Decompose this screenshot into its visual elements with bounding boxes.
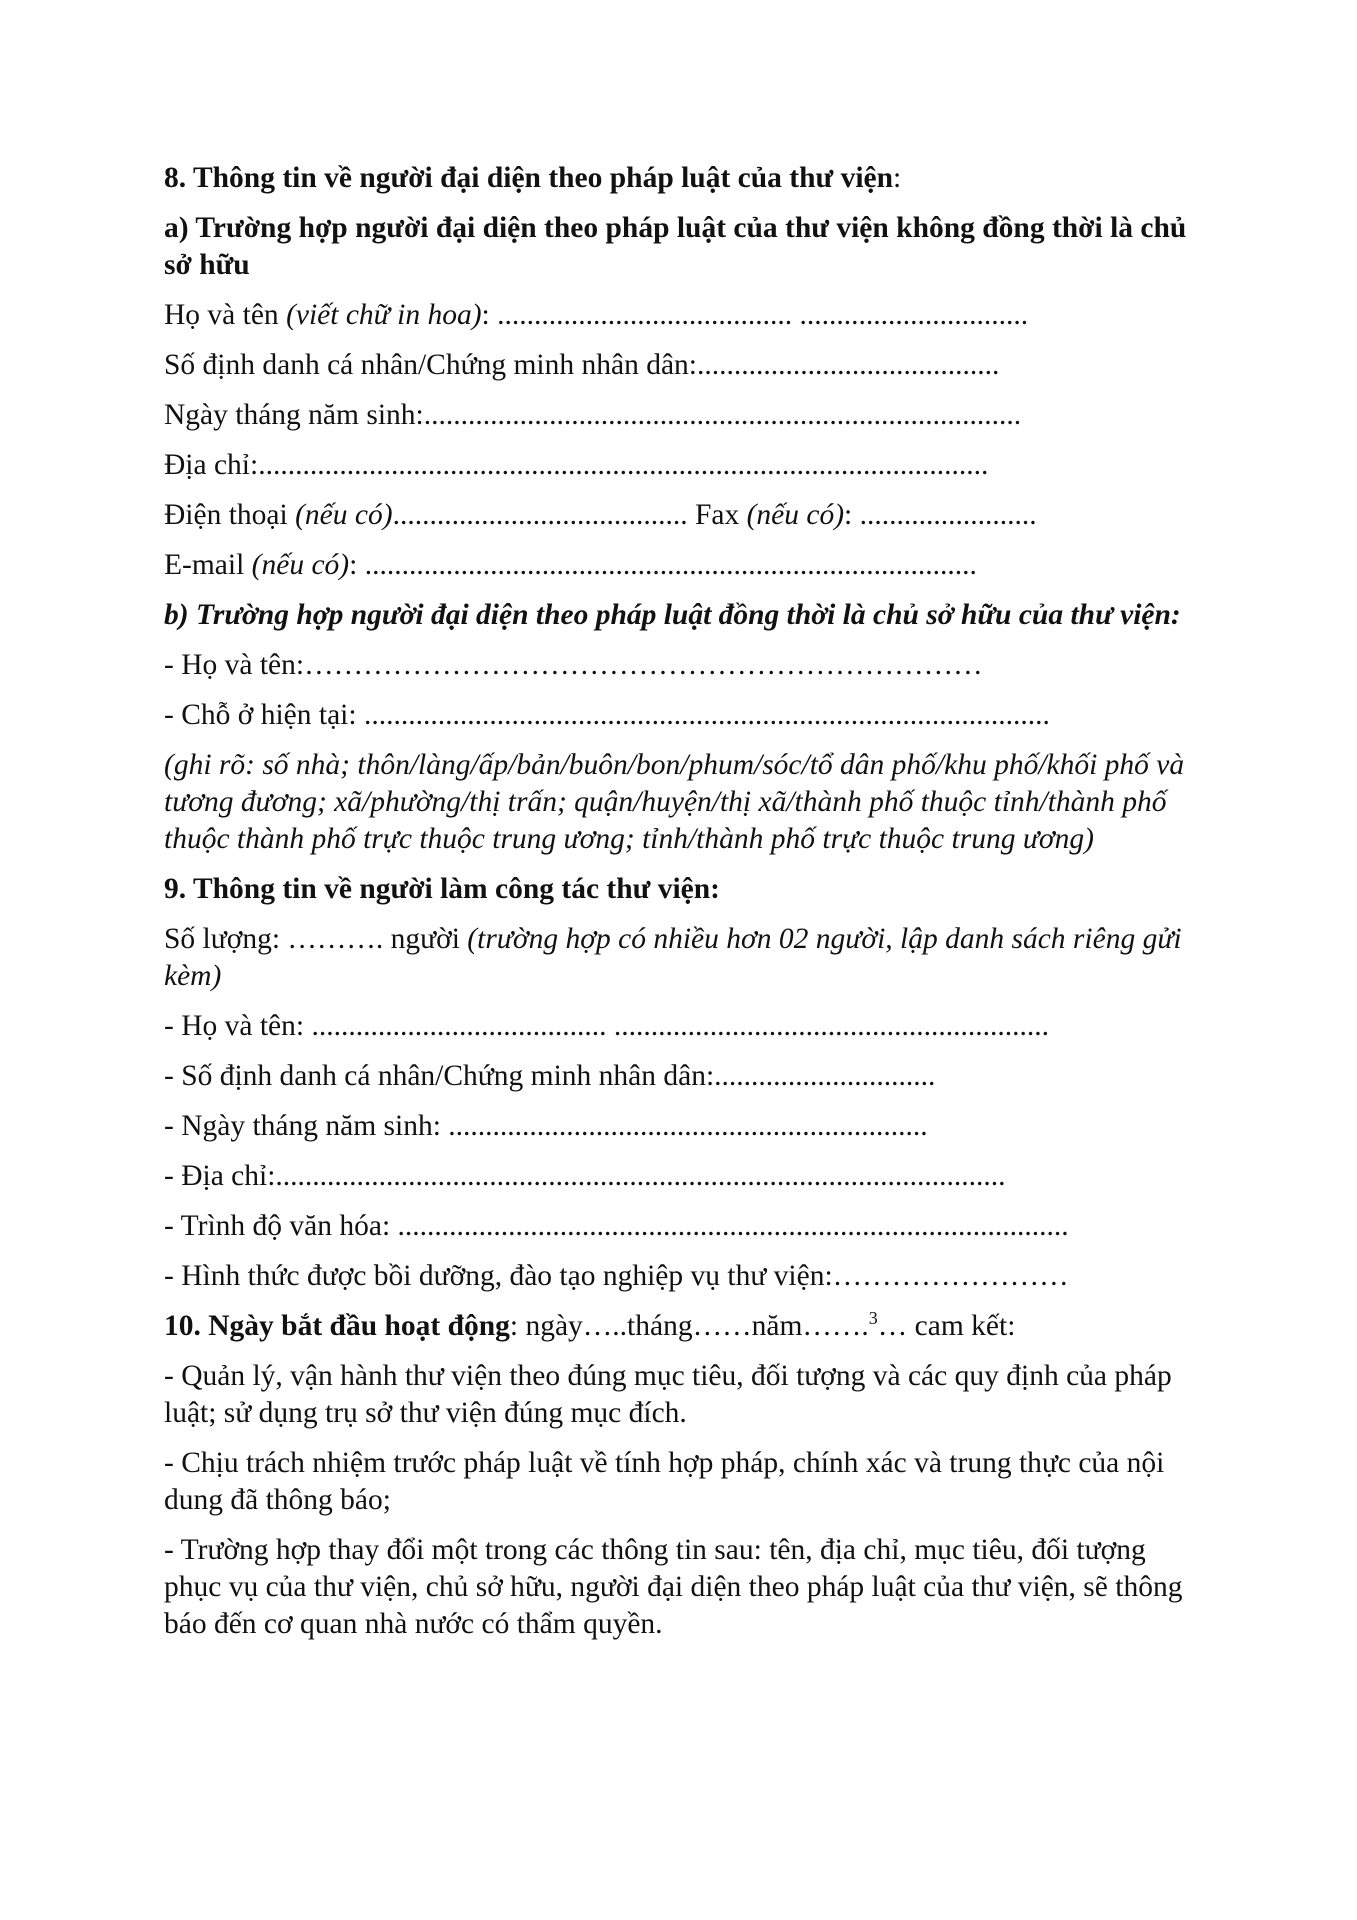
field-label: E-mail <box>164 549 252 581</box>
field-9-dob: - Ngày tháng năm sinh: ................................................................. <box>164 1110 928 1142</box>
field-8a-email <box>164 547 1204 584</box>
section-8-title: 8. Thông tin về người đại diện theo pháp luật của thư viện <box>164 162 894 194</box>
field-label: Số lượng: ………. người <box>164 923 468 955</box>
section-8a-heading: a) Trường hợp người đại diện theo pháp luật của thư viện không đồng thời là chủ sở hữu <box>164 212 1187 281</box>
section-9-heading: 9. Thông tin về người làm công tác thư viện: <box>164 873 721 905</box>
commitment-item-2: - Chịu trách nhiệm trước pháp luật về tính hợp pháp, chính xác và trung thực của nội dung đã thông báo; <box>164 1447 1165 1516</box>
field-8a-address: Địa chỉ:................................................................................................... <box>164 449 989 481</box>
field-9-education: - Trình độ văn hóa: ........................................................................................... <box>164 1210 1069 1242</box>
field-9-training: - Hình thức được bồi dưỡng, đào tạo nghiệp vụ thư viện:…………………… <box>164 1260 1069 1292</box>
section-10-title: 10. Ngày bắt đầu hoạt động <box>164 1310 510 1342</box>
section-10-heading <box>164 1308 1204 1345</box>
field-dots: : ........................................ ............................... <box>481 299 1029 331</box>
commitment-item-1: - Quản lý, vận hành thư viện theo đúng mục tiêu, đối tượng và các quy định của pháp luật; sử dụng trụ sở thư viện đúng mục đích. <box>164 1360 1172 1429</box>
commitment-item-3: - Trường hợp thay đổi một trong các thông tin sau: tên, địa chỉ, mục tiêu, đối tượng phục vụ của thư viện, chủ sở hữu, người đại diện theo pháp luật của thư viện, sẽ thông báo đến cơ quan nhà nước có thẩm quyền. <box>164 1534 1183 1640</box>
field-note: (nếu có) <box>746 499 845 531</box>
section-8b-heading: b) Trường hợp người đại diện theo pháp luật đồng thời là chủ sở hữu của thư viện: <box>164 599 1181 631</box>
field-note: (viết chữ in hoa) <box>286 299 482 331</box>
field-note: (nếu có) <box>295 499 393 531</box>
field-note: (nếu có) <box>251 549 350 581</box>
field-8a-id: Số định danh cá nhân/Chứng minh nhân dân:......................................... <box>164 349 1000 381</box>
field-8a-name <box>164 297 1204 334</box>
field-dots: : ................................................................................... <box>349 549 977 581</box>
field-label: Họ và tên <box>164 299 287 331</box>
section-8-colon: : <box>893 162 902 194</box>
field-8a-dob: Ngày tháng năm sinh:................................................................................. <box>164 399 1022 431</box>
field-9-id: - Số định danh cá nhân/Chứng minh nhân dân:.............................. <box>164 1060 936 1092</box>
field-8b-residence: - Chỗ ở hiện tại: ............................................................................................. <box>164 699 1050 731</box>
field-note: (trường hợp có nhiều hơn 02 người, lập danh sách riêng gửi kèm) <box>164 923 1182 992</box>
residence-note: (ghi rõ: số nhà; thôn/làng/ấp/bản/buôn/bon/phum/sóc/tổ dân phố/khu phố/khối phố và tương đương; xã/phường/thị trấn; quận/huyện/thị xã/thành phố thuộc tỉnh/thành phố thuộc thành phố trực thuộc trung ương; tỉnh/thành phố trực thuộc trung ương) <box>164 749 1185 855</box>
document-body <box>164 160 1204 1656</box>
field-label: Điện thoại <box>164 499 296 531</box>
field-9-count <box>164 921 1204 995</box>
commit-text: … cam kết: <box>877 1310 1016 1342</box>
field-dots: ........................................ Fax <box>392 499 747 531</box>
start-date: : ngày…..tháng……năm……. <box>509 1310 869 1342</box>
field-dots: : ........................ <box>844 499 1037 531</box>
section-8-heading <box>164 160 1204 197</box>
field-9-address: - Địa chỉ:................................................................................................... <box>164 1160 1006 1192</box>
field-9-name: - Họ và tên: ........................................ ........................................................... <box>164 1010 1049 1042</box>
field-8a-phone-fax <box>164 497 1204 534</box>
footnote-marker: 3 <box>868 1308 878 1329</box>
field-8b-name: - Họ và tên:…………………………………………………………… <box>164 649 983 681</box>
